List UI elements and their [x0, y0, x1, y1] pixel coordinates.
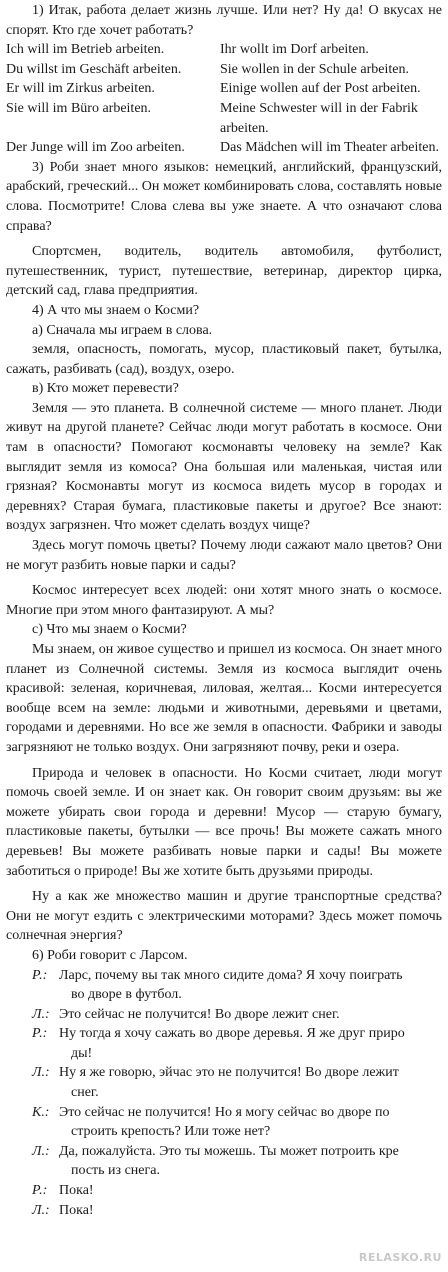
task-4c-heading: с) Что мы знаем о Косми?	[32, 622, 187, 638]
german-sentence: Er will im Zirkus arbeiten.	[6, 81, 155, 97]
dialog-text	[59, 1005, 442, 1025]
dialog-text	[59, 1181, 442, 1201]
dialog-text-line: Это сейчас не получится! Во дворе лежит снег.	[59, 1006, 340, 1022]
dialog-line	[6, 1201, 442, 1221]
german-sentence: Einige wollen auf der Post arbeiten.	[220, 81, 421, 97]
speaker: К.:	[32, 1104, 50, 1120]
speaker: Л.:	[32, 1006, 50, 1022]
dialog-line	[6, 966, 442, 1005]
german-sentence: Meine Schwester will in der Fabrik arbeiten.	[220, 100, 418, 136]
task-4b-heading: в) Кто может перевести?	[32, 381, 179, 397]
dialog-line	[6, 1103, 442, 1142]
dialog-text	[59, 1103, 442, 1142]
german-sentence: Sie will im Büro arbeiten.	[6, 100, 152, 116]
speaker: Р.:	[32, 1183, 48, 1199]
speaker: Л.:	[32, 1143, 50, 1159]
dialog-text-line: Ну тогда я хочу сажать во дворе деревья. Я же друг приро	[59, 1026, 405, 1042]
dialog-text	[59, 1201, 442, 1221]
task-4a-words: земля, опасность, помогать, мусор, пластиковый пакет, бутылка, сажать, разбивать (сад), воздух, озеро.	[6, 342, 442, 377]
task-4-heading: 4) А что мы знаем о Косми?	[32, 302, 200, 318]
dialog-text-cont: ды!	[71, 1045, 93, 1061]
dialog-text-cont: пость из снега.	[71, 1163, 160, 1179]
german-sentence: Sie wollen in der Schule arbeiten.	[220, 61, 409, 77]
german-sentence: Das Mädchen will im Theater arbeiten.	[220, 140, 439, 156]
dialog-line	[6, 1063, 442, 1102]
task-1-text: 1) Итак, работа делает жизнь лучше. Или нет? Ну да! О вкусах не спорят. Кто где хочет работать?	[6, 3, 442, 38]
task-4b-text-2: Здесь могут помочь цветы? Почему люди сажают мало цветов? Они не могут разбить новые парки и сады?	[6, 538, 442, 573]
dialog-line	[6, 1024, 442, 1063]
task-6-heading: 6) Роби говорит с Ларсом.	[32, 947, 188, 963]
task-4b-text: Земля — это планета. В солнечной системе — много планет. Люди живут на другой планете? Сейчас люди могут работать в космосе. Они там в опасности? Помогают космонавты человеку на земле? Как выглядит земля из комоса? Она большая или маленькая, чистая или грязная? Космонавты могут из космоса видеть мусор в городах и деревнях? Старая бумага, пластиковые пакеты и другое? Все знают: воздух загрязнен. Что может сделать воздух чище?	[6, 400, 442, 534]
dialog-line	[6, 1005, 442, 1025]
german-sentence: Du willst im Geschäft arbeiten.	[6, 61, 182, 77]
german-sentence: Ihr wollt im Dorf arbeiten.	[220, 42, 369, 58]
watermark: RELASKO.RU	[358, 1251, 442, 1265]
dialog-line	[6, 1142, 442, 1181]
speaker: Р.:	[32, 1026, 48, 1042]
task-4c-text: Мы знаем, он живое существо и пришел из космоса. Он знает много планет из Солнечной системы. Земля из космоса выглядит очень красивой: зеленая, коричневая, лиловая, желтая... Косми интересуется вообще всем на земле: людьми и животными, деревьями и цветами, городами и деревнями. Но все же земля в опасности. Фабрики и заводы загрязняют не только воздух. Они загрязняют почву, реки и озера.	[6, 642, 442, 755]
dialog-text-line: Ну я же говорю, эйчас это не получится! Во дворе лежит	[59, 1065, 399, 1081]
speaker: Р.:	[32, 967, 48, 983]
dialog-text-line: Пока!	[59, 1183, 94, 1199]
task-4c-intro: Космос интересует всех людей: они хотят много знать о космосе. Многие при этом много фантазируют. А мы?	[6, 583, 442, 618]
german-sentences-grid	[6, 40, 442, 158]
speaker: Л.:	[32, 1202, 50, 1218]
german-sentence: Ich will im Betrieb arbeiten.	[6, 42, 165, 58]
dialog-text	[59, 966, 442, 1005]
dialog-text-cont: во дворе в футбол.	[71, 987, 182, 1003]
dialog-text-cont: строить крепость? Или тоже нет?	[71, 1124, 271, 1140]
speaker: Л.:	[32, 1065, 50, 1081]
textbook-page	[6, 1, 442, 1220]
dialog-text	[59, 1024, 442, 1063]
dialog	[6, 966, 442, 1221]
dialog-line	[6, 1181, 442, 1201]
dialog-text-line: Пока!	[59, 1202, 94, 1218]
german-sentence: Der Junge will im Zoo arbeiten.	[6, 140, 185, 156]
task-3-text: 3) Роби знает много языков: немецкий, английский, французский, арабский, греческий... Он может комбинировать слова, составлять новые слова. Посмотрите! Слова слева вы уже знаете. А что означают слова справа?	[6, 159, 442, 234]
dialog-text-line: Ларс, почему вы так много сидите дома? Я хочу поиграть	[59, 967, 403, 983]
dialog-text	[59, 1063, 442, 1102]
dialog-text	[59, 1142, 442, 1181]
task-4a-heading: а) Сначала мы играем в слова.	[32, 322, 213, 338]
task-4c-text-2: Природа и человек в опасности. Но Косми считает, люди могут помочь своей земле. И он знает как. Он говорит своим друзьям: вы же можете убирать свои города и деревни! Мусор — старую бумагу, пластиковые пакеты, бутылки — все прочь! Вы можете сажать много деревьев! Вы можете разбивать новые парки и сады! Вы можете заботиться о природе! Вы же хотите быть друзьями природы.	[6, 765, 442, 879]
task-3-word-list: Спортсмен, водитель, водитель автомобиля, футболист, путешественник, турист, путешествие, ветеринар, директор цирка, детский сад, глава предприятия.	[6, 244, 442, 299]
dialog-text-cont: снег.	[71, 1085, 99, 1101]
dialog-text-line: Да, пожалуйста. Это ты можешь. Ты может потроить кре	[59, 1143, 399, 1159]
dialog-text-line: Это сейчас не получится! Но я могу сейчас во дворе по	[59, 1104, 390, 1120]
task-4c-text-3: Ну а как же множество машин и другие транспортные средства? Они не могут ездить с электрическими моторами? Здесь может помочь солнечная энергия?	[6, 889, 442, 944]
